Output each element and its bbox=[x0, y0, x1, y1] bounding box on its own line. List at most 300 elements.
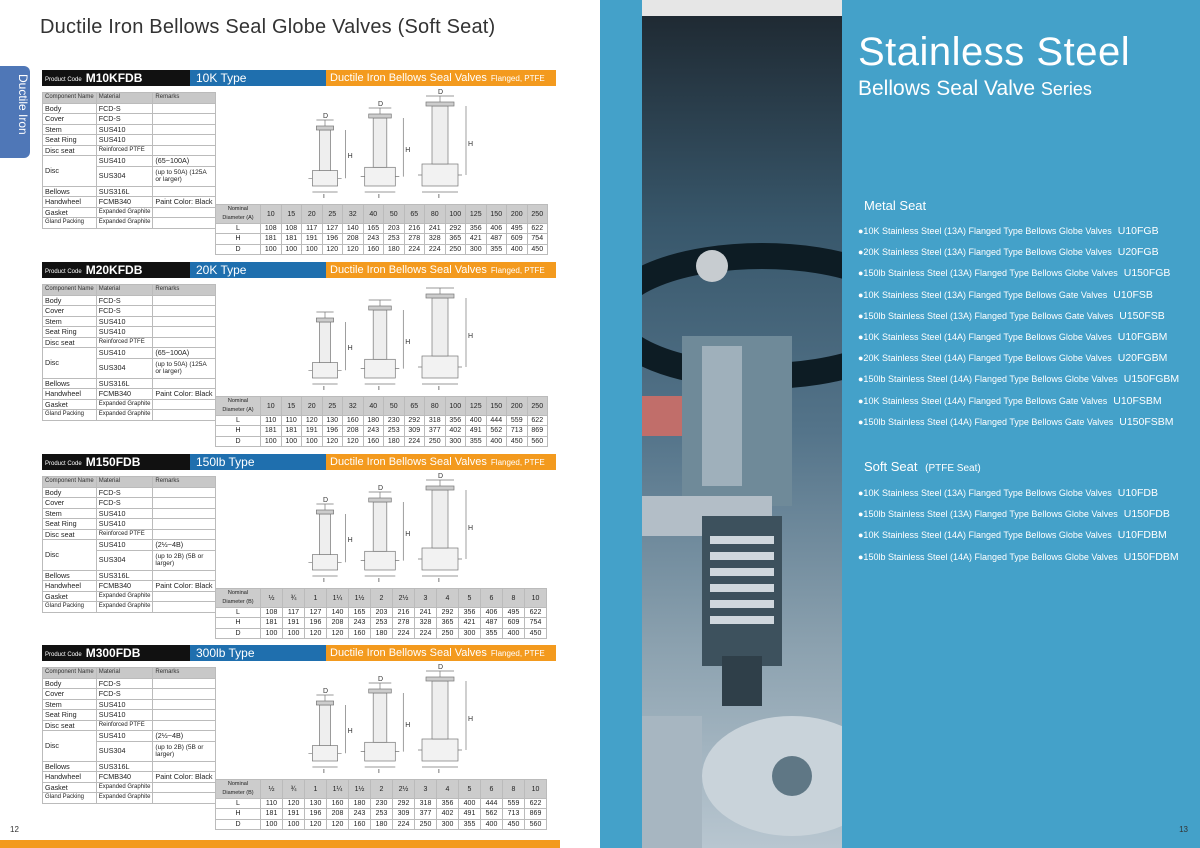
materials-table bbox=[42, 667, 216, 804]
materials-cell bbox=[153, 602, 215, 613]
dimension-cell: 120 bbox=[305, 628, 327, 638]
dimension-cell: 130 bbox=[305, 799, 327, 809]
dimension-cell: 108 bbox=[281, 224, 302, 234]
materials-cell: FCD-S bbox=[96, 487, 153, 498]
dimension-cell: 224 bbox=[393, 819, 415, 829]
item-text: ●150lb Stainless Steel (14A) Flanged Type Bellows Globe Valves bbox=[858, 374, 1118, 385]
metal-seat-heading: Metal Seat bbox=[864, 198, 927, 213]
materials-cell bbox=[153, 591, 215, 602]
materials-cell bbox=[153, 337, 215, 348]
dimension-cell: 100 bbox=[261, 628, 283, 638]
size-cell: 10 bbox=[525, 589, 547, 608]
table-row bbox=[43, 529, 216, 540]
size-cell: ¾ bbox=[283, 780, 305, 799]
dimension-cell: 160 bbox=[363, 436, 384, 446]
materials-cell bbox=[153, 761, 215, 772]
product-code: M10KFDB bbox=[85, 71, 143, 85]
dimension-cell: 400 bbox=[466, 416, 487, 426]
list-item bbox=[858, 267, 1179, 288]
dimension-cell: 120 bbox=[343, 244, 364, 254]
diagram-label-h: H bbox=[405, 339, 411, 346]
materials-cell: Paint Color: Black bbox=[153, 772, 215, 783]
diagram-label-l: L bbox=[323, 386, 327, 390]
materials-cell: FCMB340 bbox=[96, 197, 153, 208]
diagram-label-d: D bbox=[438, 664, 444, 671]
materials-cell: FCD-S bbox=[96, 103, 153, 114]
dimension-cell: 300 bbox=[445, 436, 466, 446]
dimension-cell: 108 bbox=[261, 608, 283, 618]
diagram-label-l: L bbox=[323, 769, 327, 773]
materials-cell: Body bbox=[43, 103, 97, 114]
table-row bbox=[43, 508, 216, 519]
materials-cell: Paint Color: Black bbox=[153, 197, 215, 208]
materials-cell: Paint Color: Black bbox=[153, 581, 215, 592]
materials-cell: Stem bbox=[43, 508, 97, 519]
materials-cell: Stem bbox=[43, 699, 97, 710]
dimension-cell: 181 bbox=[281, 234, 302, 244]
dimension-cell: 406 bbox=[486, 224, 507, 234]
item-text: ●10K Stainless Steel (13A) Flanged Type Bellows Gate Valves bbox=[858, 289, 1108, 300]
table-row bbox=[43, 103, 216, 114]
materials-cell: SUS410 bbox=[96, 348, 153, 359]
size-cell: 1½ bbox=[349, 780, 371, 799]
dimension-cell: 562 bbox=[486, 426, 507, 436]
item-text: ●150lb Stainless Steel (14A) Flanged Type Bellows Gate Valves bbox=[858, 416, 1114, 427]
dimension-cell: 165 bbox=[363, 224, 384, 234]
table-row bbox=[43, 207, 216, 218]
dimension-cell: 120 bbox=[283, 799, 305, 809]
size-cell: 6 bbox=[481, 780, 503, 799]
materials-cell: Gland Packing bbox=[43, 602, 97, 613]
dimension-cell: 120 bbox=[327, 628, 349, 638]
family-label bbox=[326, 454, 556, 484]
materials-cell: FCD-S bbox=[96, 306, 153, 317]
dimension-cell: 191 bbox=[283, 809, 305, 819]
materials-cell: Handwheel bbox=[43, 389, 97, 400]
dimension-cell: 278 bbox=[404, 234, 425, 244]
dimension-cell: 191 bbox=[283, 618, 305, 628]
dimension-cell: 250 bbox=[425, 436, 446, 446]
dimension-cell: 196 bbox=[322, 426, 343, 436]
rating-label: 300lb Type bbox=[190, 645, 326, 661]
dimension-cell: 754 bbox=[527, 234, 548, 244]
dimension-cell: 450 bbox=[525, 628, 547, 638]
materials-cell: Disc bbox=[43, 540, 97, 571]
materials-cell: SUS410 bbox=[96, 540, 153, 551]
family-text: Ductile Iron Bellows Seal Valves bbox=[330, 72, 487, 84]
diagram-label-l: L bbox=[438, 769, 442, 773]
item-code: U20FGBM bbox=[1117, 352, 1168, 365]
materials-header-cell: Material bbox=[96, 477, 153, 488]
diagram-label-h: H bbox=[405, 722, 411, 729]
materials-cell bbox=[153, 782, 215, 793]
dimension-cell: 292 bbox=[437, 608, 459, 618]
item-code: U10FGB bbox=[1117, 225, 1159, 237]
dimension-cell: 559 bbox=[507, 416, 528, 426]
table-row bbox=[43, 699, 216, 710]
materials-cell: FCD-S bbox=[96, 678, 153, 689]
family-text: Ductile Iron Bellows Seal Valves bbox=[330, 456, 487, 468]
dimension-cell: 230 bbox=[371, 799, 393, 809]
dimension-cell: 110 bbox=[261, 416, 282, 426]
dimension-cell: 450 bbox=[527, 244, 548, 254]
materials-cell: Cover bbox=[43, 689, 97, 700]
size-cell: 4 bbox=[437, 780, 459, 799]
diagram-label-l: L bbox=[438, 386, 442, 390]
dimension-cell: 216 bbox=[404, 224, 425, 234]
dimension-cell: 406 bbox=[481, 608, 503, 618]
table-row bbox=[43, 378, 216, 389]
size-cell: 32 bbox=[343, 397, 364, 416]
dimension-cell: 130 bbox=[322, 416, 343, 426]
item-code: U150FSB bbox=[1119, 309, 1165, 322]
table-row bbox=[43, 399, 216, 410]
dimension-cell: 224 bbox=[404, 244, 425, 254]
size-cell: 2½ bbox=[393, 780, 415, 799]
list-item bbox=[858, 487, 1179, 508]
table-row bbox=[216, 819, 547, 829]
table-row bbox=[43, 389, 216, 400]
size-cell: 8 bbox=[503, 589, 525, 608]
materials-cell: (2½~4B) bbox=[153, 731, 215, 742]
table-row bbox=[216, 234, 548, 244]
materials-cell: SUS410 bbox=[96, 699, 153, 710]
materials-cell bbox=[153, 145, 215, 156]
dimension-cell: 180 bbox=[363, 416, 384, 426]
size-cell: 15 bbox=[281, 397, 302, 416]
materials-cell: Handwheel bbox=[43, 581, 97, 592]
dimension-row-label: H bbox=[216, 809, 261, 819]
materials-cell: (65~100A) bbox=[153, 348, 215, 359]
dimension-cell: 253 bbox=[371, 618, 393, 628]
dimension-cell: 180 bbox=[384, 436, 405, 446]
dimension-cell: 230 bbox=[384, 416, 405, 426]
size-cell: ¾ bbox=[283, 589, 305, 608]
diagram-label-h: H bbox=[347, 345, 353, 352]
dimension-cell: 196 bbox=[322, 234, 343, 244]
dimension-cell: 328 bbox=[415, 618, 437, 628]
subtitle-suffix: Series bbox=[1040, 79, 1092, 99]
materials-cell: Seat Ring bbox=[43, 519, 97, 530]
table-row bbox=[43, 519, 216, 530]
list-item bbox=[858, 331, 1179, 352]
dimension-cell: 100 bbox=[283, 819, 305, 829]
materials-cell: Reinforced PTFE bbox=[96, 337, 153, 348]
table-row bbox=[43, 581, 216, 592]
materials-header-cell: Component Name bbox=[43, 285, 97, 296]
materials-cell: Expanded Graphite bbox=[96, 218, 153, 229]
size-cell: 5 bbox=[459, 780, 481, 799]
diagram-label-h: H bbox=[405, 531, 411, 538]
dimension-cell: 253 bbox=[384, 426, 405, 436]
dimension-cell: 253 bbox=[384, 234, 405, 244]
materials-cell: FCD-S bbox=[96, 689, 153, 700]
dimension-header-label: Nominal Diameter (B) bbox=[216, 780, 261, 799]
size-cell: 20 bbox=[302, 397, 323, 416]
table-row bbox=[43, 295, 216, 306]
dimension-cell: 250 bbox=[445, 244, 466, 254]
dimension-cell: 377 bbox=[425, 426, 446, 436]
product-code: M20KFDB bbox=[85, 263, 143, 277]
size-cell: 50 bbox=[384, 397, 405, 416]
dimension-cell: 160 bbox=[349, 819, 371, 829]
materials-cell: Stem bbox=[43, 124, 97, 135]
top-strip bbox=[642, 0, 842, 16]
dimension-cell: 191 bbox=[302, 234, 323, 244]
materials-cell: SUS410 bbox=[96, 316, 153, 327]
list-item bbox=[858, 289, 1179, 310]
dimension-cell: 300 bbox=[437, 819, 459, 829]
materials-cell: SUS316L bbox=[96, 378, 153, 389]
dimension-cell: 224 bbox=[393, 628, 415, 638]
materials-cell: Body bbox=[43, 678, 97, 689]
materials-cell: Reinforced PTFE bbox=[96, 720, 153, 731]
dimension-cell: 208 bbox=[327, 618, 349, 628]
dimension-cell: 100 bbox=[283, 628, 305, 638]
materials-cell: Disc bbox=[43, 156, 97, 187]
materials-cell bbox=[153, 124, 215, 135]
dimension-row-label: D bbox=[216, 436, 261, 446]
diagram-label-l: L bbox=[378, 194, 382, 198]
rating-label: 10K Type bbox=[190, 70, 326, 86]
dimension-cell: 181 bbox=[261, 618, 283, 628]
dimension-cell: 120 bbox=[305, 819, 327, 829]
size-cell: 125 bbox=[466, 397, 487, 416]
dimension-cell: 622 bbox=[525, 799, 547, 809]
materials-cell bbox=[153, 793, 215, 804]
valve-dimension-diagram bbox=[300, 278, 500, 390]
item-text: ●10K Stainless Steel (14A) Flanged Type Bellows Gate Valves bbox=[858, 395, 1108, 406]
dimension-cell: 377 bbox=[415, 809, 437, 819]
product-code-label: Product Code bbox=[45, 652, 82, 658]
table-row bbox=[216, 628, 547, 638]
table-row bbox=[43, 135, 216, 146]
table-row bbox=[43, 678, 216, 689]
materials-cell bbox=[153, 410, 215, 421]
dimension-cell: 196 bbox=[305, 618, 327, 628]
diagram-label-h: H bbox=[347, 728, 353, 735]
dimension-row-label: D bbox=[216, 244, 261, 254]
materials-cell: FCMB340 bbox=[96, 389, 153, 400]
diagram-label-d: D bbox=[438, 473, 444, 480]
dimension-cell: 318 bbox=[425, 416, 446, 426]
dimension-cell: 250 bbox=[437, 628, 459, 638]
materials-cell bbox=[153, 508, 215, 519]
list-item bbox=[858, 508, 1179, 529]
dimension-cell: 450 bbox=[507, 436, 528, 446]
dimension-row-label: D bbox=[216, 628, 261, 638]
item-code: U150FGB bbox=[1123, 267, 1171, 280]
diagram-label-l: L bbox=[438, 194, 442, 198]
size-cell: 10 bbox=[525, 780, 547, 799]
materials-cell: Handwheel bbox=[43, 772, 97, 783]
dimension-cell: 160 bbox=[349, 628, 371, 638]
size-cell: 40 bbox=[363, 205, 384, 224]
materials-cell: (up to 50A) (125A or larger) bbox=[153, 358, 215, 378]
table-row bbox=[216, 426, 548, 436]
size-cell: 32 bbox=[343, 205, 364, 224]
diagram-label-l: L bbox=[378, 578, 382, 582]
dimension-cell: 181 bbox=[281, 426, 302, 436]
materials-cell: Cover bbox=[43, 114, 97, 125]
dimension-cell: 180 bbox=[371, 628, 393, 638]
size-cell: 1½ bbox=[349, 589, 371, 608]
dimension-row-label: L bbox=[216, 608, 261, 618]
materials-cell: Expanded Graphite bbox=[96, 591, 153, 602]
dimension-row-label: H bbox=[216, 234, 261, 244]
size-cell: 250 bbox=[527, 397, 548, 416]
side-tab: Ductile Iron bbox=[0, 66, 30, 158]
diagram-label-h: H bbox=[468, 716, 474, 723]
materials-cell: SUS316L bbox=[96, 186, 153, 197]
materials-cell: Gland Packing bbox=[43, 410, 97, 421]
dimension-cell: 253 bbox=[371, 809, 393, 819]
table-row bbox=[43, 156, 216, 167]
diagram-label-d: D bbox=[323, 113, 329, 120]
size-cell: 6 bbox=[481, 589, 503, 608]
dimension-cell: 127 bbox=[322, 224, 343, 234]
dimension-cell: 203 bbox=[384, 224, 405, 234]
materials-cell: SUS304 bbox=[96, 741, 153, 761]
materials-cell: Gasket bbox=[43, 399, 97, 410]
dimension-header-label: Nominal Diameter (B) bbox=[216, 589, 261, 608]
family-text: Ductile Iron Bellows Seal Valves bbox=[330, 264, 487, 276]
dimension-cell: 120 bbox=[327, 819, 349, 829]
size-cell: 15 bbox=[281, 205, 302, 224]
dimension-cell: 117 bbox=[302, 224, 323, 234]
materials-cell: SUS410 bbox=[96, 731, 153, 742]
table-row bbox=[43, 306, 216, 317]
dimension-cell: 127 bbox=[305, 608, 327, 618]
materials-cell: FCMB340 bbox=[96, 772, 153, 783]
table-row bbox=[43, 410, 216, 421]
valve-dimension-diagram bbox=[300, 86, 500, 198]
dimension-cell: 622 bbox=[525, 608, 547, 618]
item-code: U10FSB bbox=[1113, 288, 1153, 301]
dimension-cell: 224 bbox=[415, 628, 437, 638]
product-code-box bbox=[42, 70, 190, 86]
size-cell: 100 bbox=[445, 205, 466, 224]
dimension-cell: 355 bbox=[466, 436, 487, 446]
diagram-label-d: D bbox=[378, 101, 384, 108]
list-item bbox=[858, 551, 1179, 572]
materials-cell: Reinforced PTFE bbox=[96, 145, 153, 156]
materials-cell: SUS410 bbox=[96, 508, 153, 519]
diagram-label-d: D bbox=[323, 688, 329, 695]
size-cell: 3 bbox=[415, 589, 437, 608]
materials-header-cell: Material bbox=[96, 285, 153, 296]
size-cell: 2½ bbox=[393, 589, 415, 608]
dimension-cell: 241 bbox=[415, 608, 437, 618]
size-cell: 150 bbox=[486, 205, 507, 224]
materials-cell: Expanded Graphite bbox=[96, 410, 153, 421]
dimension-cell: 309 bbox=[393, 809, 415, 819]
materials-cell: Bellows bbox=[43, 570, 97, 581]
family-text: Ductile Iron Bellows Seal Valves bbox=[330, 647, 487, 659]
item-text: ●150lb Stainless Steel (13A) Flanged Type Bellows Globe Valves bbox=[858, 509, 1118, 520]
table-row bbox=[216, 436, 548, 446]
table-row bbox=[43, 793, 216, 804]
dimension-cell: 117 bbox=[283, 608, 305, 618]
dimensions-table bbox=[215, 588, 547, 639]
materials-cell: Expanded Graphite bbox=[96, 793, 153, 804]
materials-cell: Disc bbox=[43, 731, 97, 762]
soft-heading-note: (PTFE Seat) bbox=[925, 463, 981, 474]
dimension-cell: 110 bbox=[261, 799, 283, 809]
dimension-cell: 355 bbox=[481, 628, 503, 638]
family-label bbox=[326, 262, 556, 292]
diagram-label-l: L bbox=[378, 386, 382, 390]
size-cell: 1¼ bbox=[327, 780, 349, 799]
materials-cell: SUS410 bbox=[96, 327, 153, 338]
materials-cell: Body bbox=[43, 487, 97, 498]
item-text: ●150lb Stainless Steel (14A) Flanged Type Bellows Globe Valves bbox=[858, 551, 1118, 562]
dimension-cell: 120 bbox=[322, 244, 343, 254]
dimension-cell: 421 bbox=[466, 234, 487, 244]
dimension-cell: 100 bbox=[302, 244, 323, 254]
materials-cell bbox=[153, 570, 215, 581]
product-code-label: Product Code bbox=[45, 269, 82, 275]
metal-seat-list bbox=[858, 225, 1179, 437]
materials-header-cell: Remarks bbox=[153, 477, 215, 488]
list-item bbox=[858, 352, 1179, 373]
materials-cell: Stem bbox=[43, 316, 97, 327]
item-text: ●10K Stainless Steel (13A) Flanged Type Bellows Globe Valves bbox=[858, 226, 1112, 236]
materials-cell: SUS410 bbox=[96, 519, 153, 530]
dimension-cell: 400 bbox=[459, 799, 481, 809]
dimensions-table bbox=[215, 779, 547, 830]
table-row bbox=[43, 337, 216, 348]
materials-cell bbox=[153, 710, 215, 721]
size-cell: 20 bbox=[302, 205, 323, 224]
diagram-label-l: L bbox=[323, 578, 327, 582]
product-code-box bbox=[42, 262, 190, 278]
rating-label: 20K Type bbox=[190, 262, 326, 278]
table-row bbox=[216, 589, 547, 608]
dimension-cell: 560 bbox=[525, 819, 547, 829]
materials-cell: Gasket bbox=[43, 782, 97, 793]
dimensions-table bbox=[215, 204, 548, 255]
list-item bbox=[858, 246, 1179, 267]
dimension-cell: 300 bbox=[466, 244, 487, 254]
table-row bbox=[216, 608, 547, 618]
size-cell: ½ bbox=[261, 780, 283, 799]
materials-cell bbox=[153, 327, 215, 338]
dimension-cell: 609 bbox=[503, 618, 525, 628]
item-code: U150FDBM bbox=[1123, 550, 1179, 563]
dimension-cell: 120 bbox=[302, 416, 323, 426]
size-cell: 8 bbox=[503, 780, 525, 799]
materials-cell bbox=[153, 207, 215, 218]
dimension-cell: 444 bbox=[486, 416, 507, 426]
dimension-cell: 402 bbox=[437, 809, 459, 819]
materials-header-cell: Component Name bbox=[43, 668, 97, 679]
table-row bbox=[43, 731, 216, 742]
dimension-cell: 181 bbox=[261, 809, 283, 819]
dimension-cell: 180 bbox=[371, 819, 393, 829]
table-row bbox=[43, 689, 216, 700]
dimension-cell: 196 bbox=[305, 809, 327, 819]
product-code-label: Product Code bbox=[45, 77, 82, 83]
dimension-cell: 243 bbox=[349, 618, 371, 628]
item-code: U20FGB bbox=[1117, 246, 1159, 259]
dimension-cell: 365 bbox=[437, 618, 459, 628]
diagram-label-d: D bbox=[378, 485, 384, 492]
materials-cell: Paint Color: Black bbox=[153, 389, 215, 400]
dimension-cell: 208 bbox=[327, 809, 349, 819]
item-text: ●150lb Stainless Steel (13A) Flanged Type Bellows Gate Valves bbox=[858, 310, 1114, 321]
materials-header-cell: Remarks bbox=[153, 93, 215, 104]
